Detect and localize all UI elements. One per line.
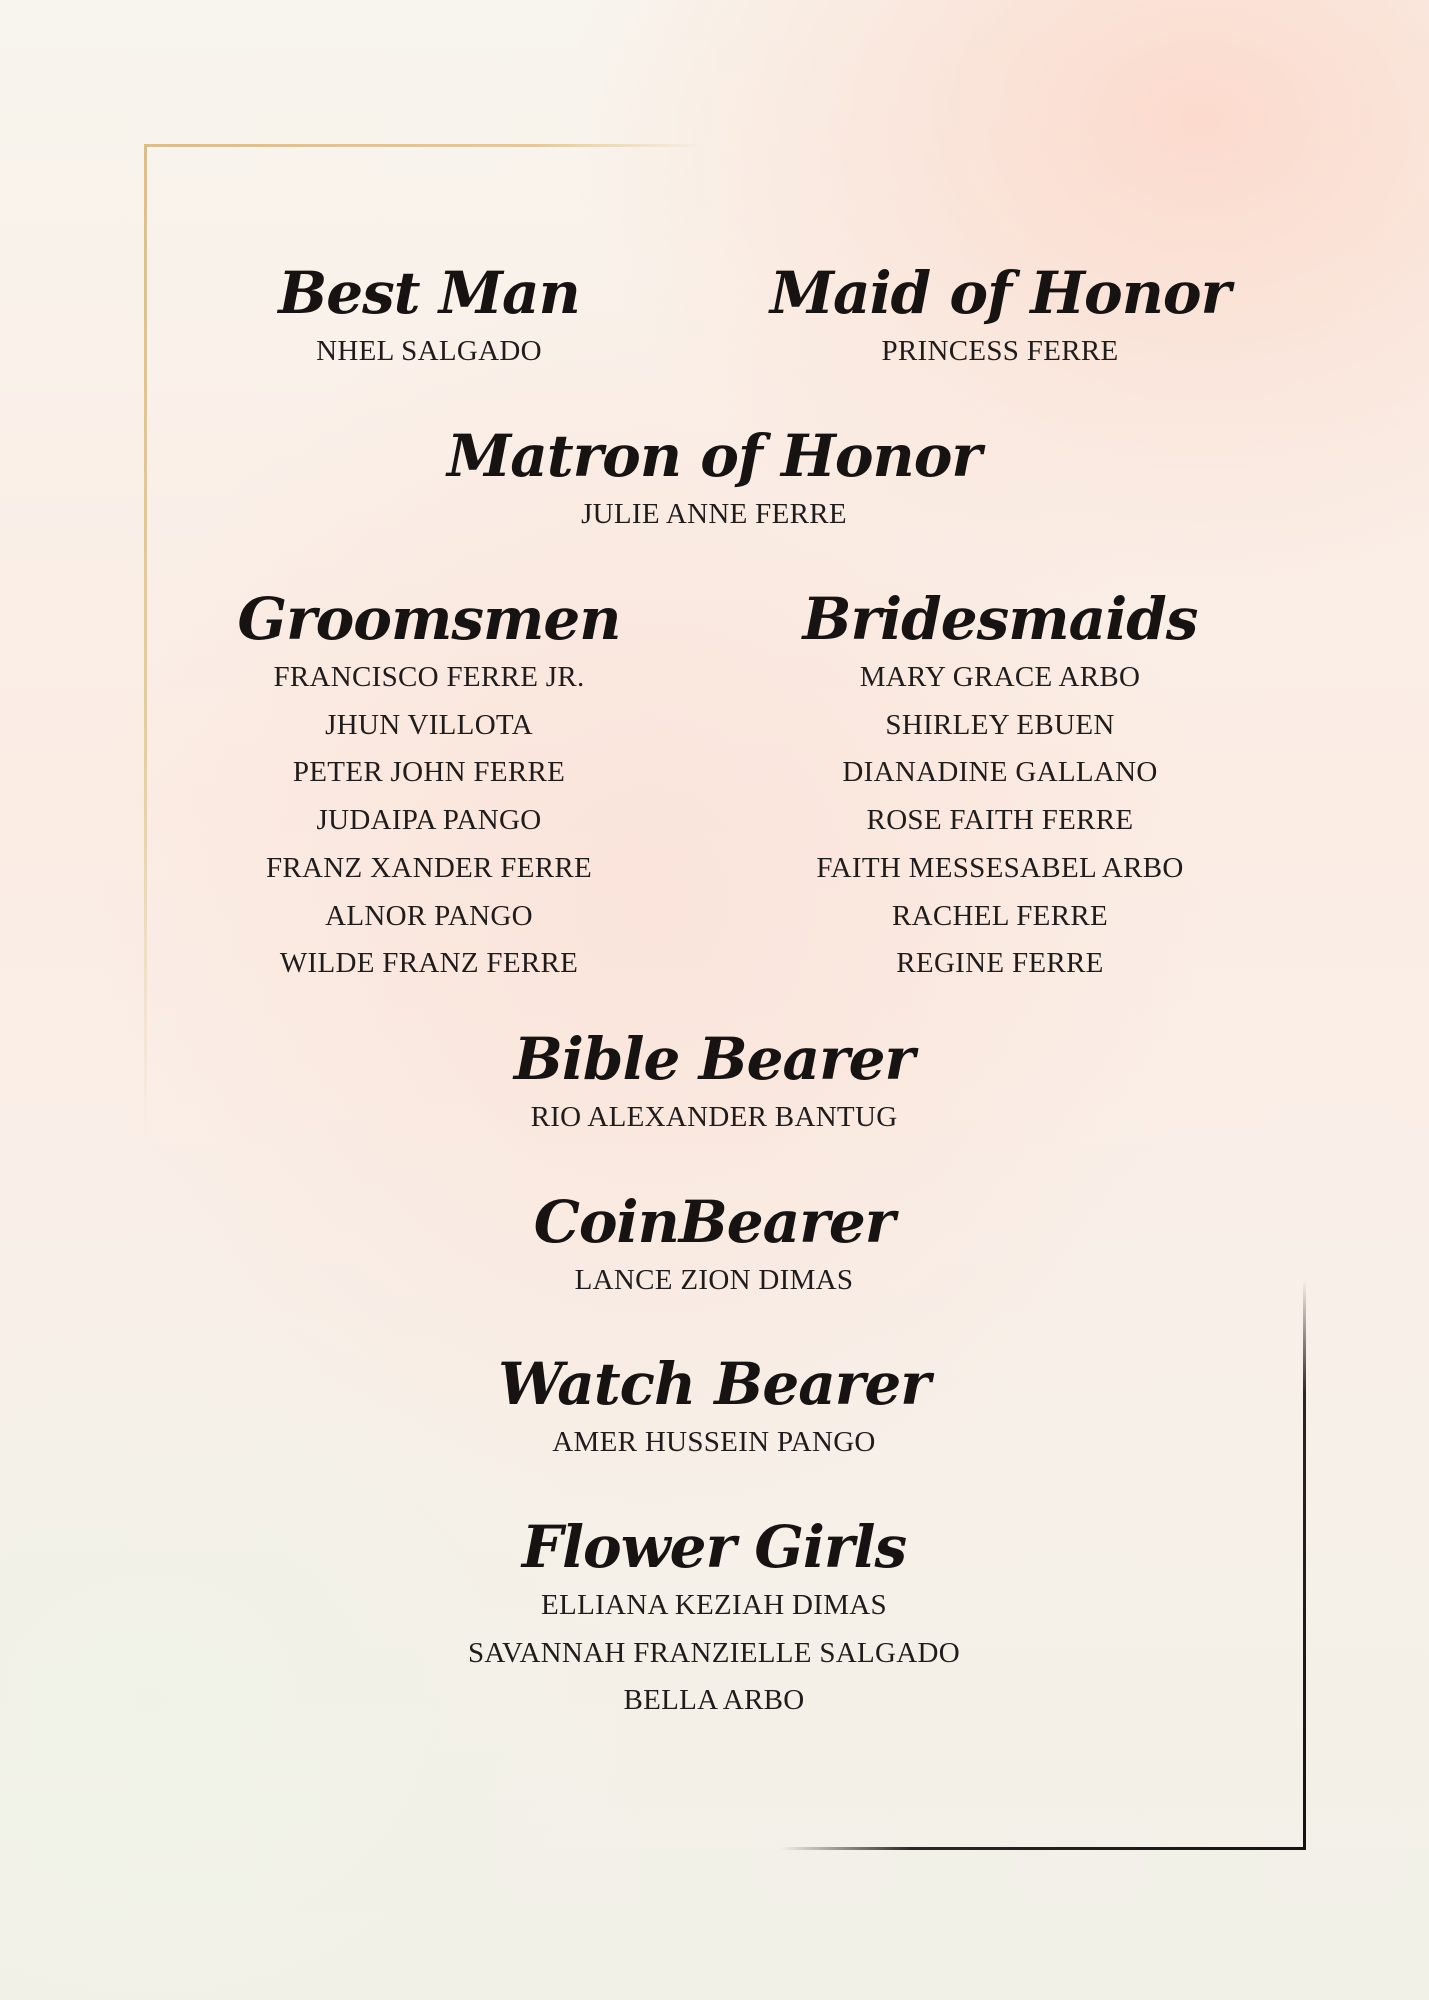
bridesmaids-list xyxy=(700,654,1300,988)
flower-girls-section xyxy=(414,1512,1014,1725)
list-item: BELLA ARBO xyxy=(623,1684,805,1717)
coin-bearer-heading: CoinBearer xyxy=(533,1188,895,1256)
bridesmaids-section xyxy=(700,584,1300,988)
list-item: WILDE FRANZ FERRE xyxy=(279,947,579,980)
bible-bearer-heading: Bible Bearer xyxy=(513,1025,915,1093)
list-item: PETER JOHN FERRE xyxy=(292,756,566,789)
watch-bearer-section xyxy=(414,1349,1014,1467)
bible-bearer-section xyxy=(414,1024,1014,1142)
list-item: ELLIANA KEZIAH DIMAS xyxy=(541,1589,887,1621)
frame-bottom-border xyxy=(780,1847,1306,1850)
list-item: SHIRLEY EBUEN xyxy=(885,708,1115,741)
frame-top-border xyxy=(144,144,704,147)
groomsmen-list xyxy=(129,654,729,988)
matron-of-honor-heading: Matron of Honor xyxy=(447,422,981,490)
maid-of-honor-heading: Maid of Honor xyxy=(769,259,1231,327)
groomsmen-heading: Groomsmen xyxy=(237,585,621,653)
list-item: JUDAIPA PANGO xyxy=(316,804,542,837)
list-item: ALNOR PANGO xyxy=(325,899,533,932)
best-man-heading: Best Man xyxy=(278,259,580,327)
watch-bearer-heading: Watch Bearer xyxy=(498,1350,930,1418)
list-item: MARY GRACE ARBO xyxy=(859,661,1141,693)
flower-girls-heading: Flower Girls xyxy=(521,1513,907,1581)
matron-of-honor-name: JULIE ANNE FERRE xyxy=(581,498,847,530)
best-man-section xyxy=(129,258,729,376)
best-man-name: NHEL SALGADO xyxy=(316,335,542,367)
bridesmaids-heading: Bridesmaids xyxy=(802,585,1198,653)
watch-bearer-name: AMER HUSSEIN PANGO xyxy=(552,1426,876,1458)
flower-girls-list xyxy=(414,1582,1014,1725)
list-item: FRANCISCO FERRE JR. xyxy=(273,661,585,693)
matron-of-honor-section xyxy=(414,421,1014,539)
coin-bearer-section xyxy=(414,1187,1014,1305)
maid-of-honor-name: PRINCESS FERRE xyxy=(881,335,1119,367)
list-item: DIANADINE GALLANO xyxy=(842,756,1158,789)
list-item: ROSE FAITH FERRE xyxy=(866,804,1134,837)
list-item: FRANZ XANDER FERRE xyxy=(265,851,593,884)
list-item: JHUN VILLOTA xyxy=(325,708,533,741)
maid-of-honor-section xyxy=(700,258,1300,376)
list-item: RACHEL FERRE xyxy=(891,899,1109,932)
frame-right-border xyxy=(1303,1280,1306,1850)
bible-bearer-name: RIO ALEXANDER BANTUG xyxy=(530,1101,898,1133)
groomsmen-section xyxy=(129,584,729,988)
list-item: FAITH MESSESABEL ARBO xyxy=(816,851,1184,884)
list-item: REGINE FERRE xyxy=(896,947,1104,980)
coin-bearer-name: LANCE ZION DIMAS xyxy=(574,1264,854,1296)
list-item: SAVANNAH FRANZIELLE SALGADO xyxy=(468,1636,960,1669)
